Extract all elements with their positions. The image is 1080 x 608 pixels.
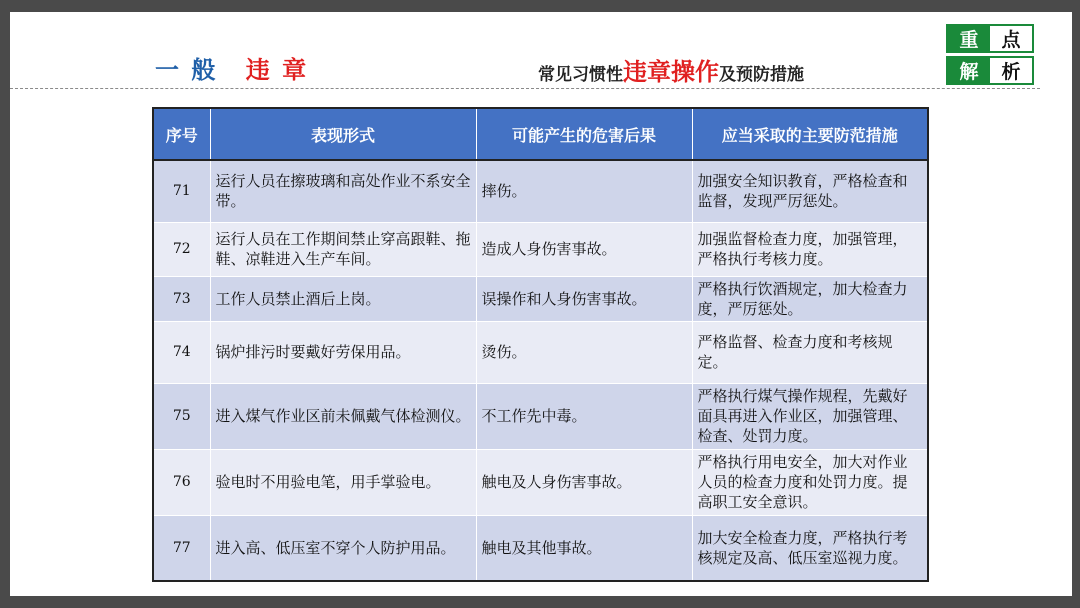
subtitle-suffix: 及预防措施 — [719, 65, 804, 85]
cell-number: 77 — [153, 515, 210, 581]
badge-char: 重 — [948, 26, 990, 51]
cell-measure: 加大安全检查力度，严格执行考核规定及高、低压室巡视力度。 — [692, 515, 928, 581]
cell-form: 验电时不用验电笔，用手掌验电。 — [210, 449, 476, 515]
cell-measure: 严格执行煤气操作规程，先戴好面具再进入作业区，加强管理、检查、处罚力度。 — [692, 383, 928, 449]
table-row — [153, 321, 928, 383]
badge-char: 点 — [990, 26, 1032, 51]
dotted-divider — [10, 88, 1040, 89]
cell-harm: 造成人身伤害事故。 — [476, 222, 692, 276]
page-subtitle — [538, 52, 804, 87]
cell-harm: 触电及人身伤害事故。 — [476, 449, 692, 515]
subtitle-highlight: 违章操作 — [623, 58, 719, 86]
column-header-number: 序号 — [153, 108, 210, 160]
badge-row-bottom — [946, 56, 1034, 85]
table-row — [153, 222, 928, 276]
cell-measure: 加强监督检查力度，加强管理，严格执行考核力度。 — [692, 222, 928, 276]
cell-number: 75 — [153, 383, 210, 449]
page-title — [155, 50, 308, 85]
title-general: 一 般 — [155, 56, 218, 84]
cell-harm: 摔伤。 — [476, 160, 692, 222]
cell-harm: 误操作和人身伤害事故。 — [476, 276, 692, 321]
title-violation: 违 章 — [245, 56, 309, 84]
cell-harm: 不工作先中毒。 — [476, 383, 692, 449]
key-analysis-badge — [946, 24, 1034, 88]
cell-measure: 严格监督、检查力度和考核规定。 — [692, 321, 928, 383]
cell-number: 76 — [153, 449, 210, 515]
badge-char: 解 — [948, 58, 990, 83]
cell-number: 71 — [153, 160, 210, 222]
subtitle-prefix: 常见习惯性 — [538, 65, 623, 85]
table-row — [153, 276, 928, 321]
cell-number: 73 — [153, 276, 210, 321]
table-header-row — [153, 108, 928, 160]
cell-form: 进入高、低压室不穿个人防护用品。 — [210, 515, 476, 581]
badge-row-top — [946, 24, 1034, 53]
cell-harm: 烫伤。 — [476, 321, 692, 383]
column-header-measure: 应当采取的主要防范措施 — [692, 108, 928, 160]
cell-measure: 严格执行用电安全，加大对作业人员的检查力度和处罚力度。提高职工安全意识。 — [692, 449, 928, 515]
table-row — [153, 515, 928, 581]
badge-char: 析 — [990, 58, 1032, 83]
cell-number: 74 — [153, 321, 210, 383]
cell-form: 运行人员在擦玻璃和高处作业不系安全带。 — [210, 160, 476, 222]
column-header-harm: 可能产生的危害后果 — [476, 108, 692, 160]
cell-harm: 触电及其他事故。 — [476, 515, 692, 581]
slide — [10, 12, 1072, 596]
cell-form: 运行人员在工作期间禁止穿高跟鞋、拖鞋、凉鞋进入生产车间。 — [210, 222, 476, 276]
cell-form: 工作人员禁止酒后上岗。 — [210, 276, 476, 321]
cell-measure: 加强安全知识教育，严格检查和监督，发现严厉惩处。 — [692, 160, 928, 222]
cell-number: 72 — [153, 222, 210, 276]
cell-form: 锅炉排污时要戴好劳保用品。 — [210, 321, 476, 383]
table-row — [153, 449, 928, 515]
table-row — [153, 383, 928, 449]
cell-form: 进入煤气作业区前未佩戴气体检测仪。 — [210, 383, 476, 449]
table-row — [153, 160, 928, 222]
cell-measure: 严格执行饮酒规定，加大检查力度，严厉惩处。 — [692, 276, 928, 321]
violation-table — [152, 107, 929, 582]
column-header-form: 表现形式 — [210, 108, 476, 160]
